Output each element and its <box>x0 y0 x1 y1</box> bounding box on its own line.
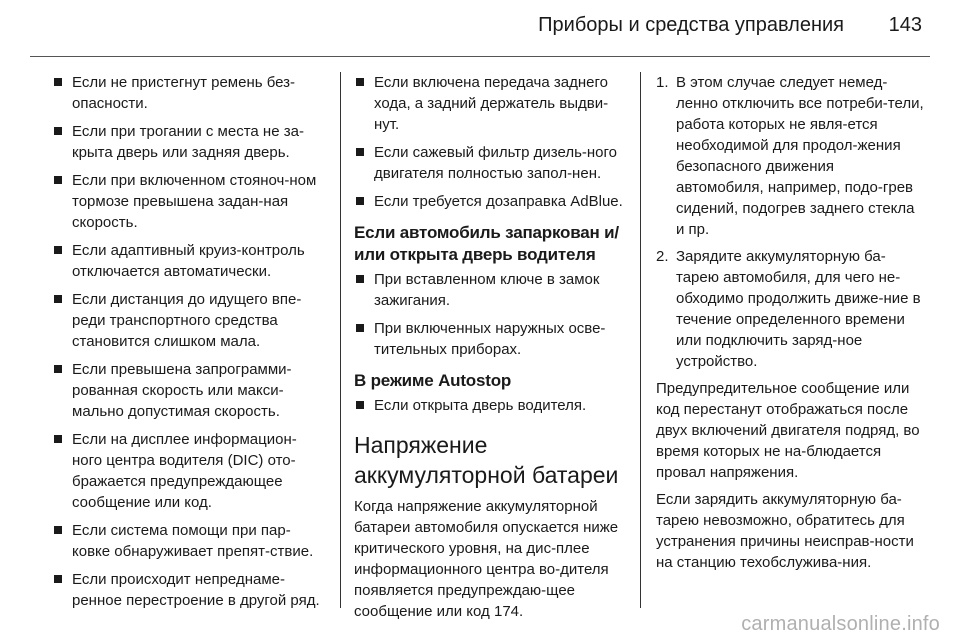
section-heading-autostop: В режиме Autostop <box>354 371 512 390</box>
warning-conditions-list <box>52 72 324 611</box>
column-divider-1 <box>340 72 341 608</box>
list-item: Если превышена запрограмми-рованная скорость или макси-мально допустимая скорость. <box>52 359 324 422</box>
list-item: Если адаптивный круиз-контроль отключается автоматически. <box>52 240 324 282</box>
column-2 <box>354 72 626 628</box>
parked-conditions-list <box>354 269 626 360</box>
step-item <box>656 72 924 240</box>
watermark: carmanualsonline.info <box>741 613 940 635</box>
list-item: Если дистанция до идущего впе-реди транспортного средства становится слишком мала. <box>52 289 324 352</box>
warning-conditions-list-continued <box>354 72 626 212</box>
list-item: Если требуется дозаправка AdBlue. <box>354 191 626 212</box>
step-number: 2. <box>656 248 669 265</box>
column-3 <box>656 72 924 579</box>
page-title: Приборы и средства управления <box>538 14 844 36</box>
list-item: При вставленном ключе в замок зажигания. <box>354 269 626 311</box>
list-item: При включенных наружных осве-тительных приборах. <box>354 318 626 360</box>
step-text: Зарядите аккумуляторную ба-тарею автомобиля, для чего не-обходимо продолжить движе-ние в течение определенного времени или подключить заряд-ное устройство. <box>676 248 921 370</box>
step-number: 1. <box>656 74 669 91</box>
step-text: В этом случае следует немед-ленно отключить все потреби-тели, работа которых не явля-ется необходимой для продол-жения безопасного движения автомобиля, например, подо-грев сидений, подогрев заднего стекла и пр. <box>676 74 924 238</box>
section-heading-battery: Напряжение аккумуляторной батареи <box>354 432 619 488</box>
list-item: Если происходит непреднаме-ренное перестроение в другой ряд. <box>52 569 324 611</box>
page-header <box>30 0 930 57</box>
column-1 <box>52 72 324 618</box>
autostop-conditions-list <box>354 395 626 416</box>
battery-paragraph: Когда напряжение аккумуляторной батареи автомобиля опускается ниже критического уровня, на дис-плее информационного центра во-дителя появляется предупреждаю-щее сообщение или код 174. <box>354 498 619 620</box>
list-item: Если на дисплее информацион-ного центра водителя (DIC) ото-бражается предупреждающее сообщение или код. <box>52 429 324 513</box>
battery-steps-list <box>656 72 924 372</box>
service-paragraph: Если зарядить аккумуляторную ба-тарею невозможно, обратитесь для устранения причины неисправ-ности на станцию техобслужива-ния. <box>656 491 914 571</box>
section-heading-parked: Если автомобиль запаркован и/или открыта дверь водителя <box>354 223 619 264</box>
warning-clear-paragraph: Предупредительное сообщение или код перестанут отображаться после двух включений двигателя подряд, во время которых не на-блюдается провал напряжения. <box>656 380 920 481</box>
list-item: Если система помощи при пар-ковке обнаруживает препят-ствие. <box>52 520 324 562</box>
list-item: Если открыта дверь водителя. <box>354 395 626 416</box>
list-item: Если включена передача заднего хода, а задний держатель выдви-нут. <box>354 72 626 135</box>
list-item: Если сажевый фильтр дизель-ного двигателя полностью запол-нен. <box>354 142 626 184</box>
list-item: Если не пристегнут ремень без-опасности. <box>52 72 324 114</box>
list-item: Если при трогании с места не за-крыта дверь или задняя дверь. <box>52 121 324 163</box>
page-number: 143 <box>888 14 922 36</box>
list-item: Если при включенном стояноч-ном тормозе превышена задан-ная скорость. <box>52 170 324 233</box>
step-item <box>656 246 924 372</box>
column-divider-2 <box>640 72 641 608</box>
